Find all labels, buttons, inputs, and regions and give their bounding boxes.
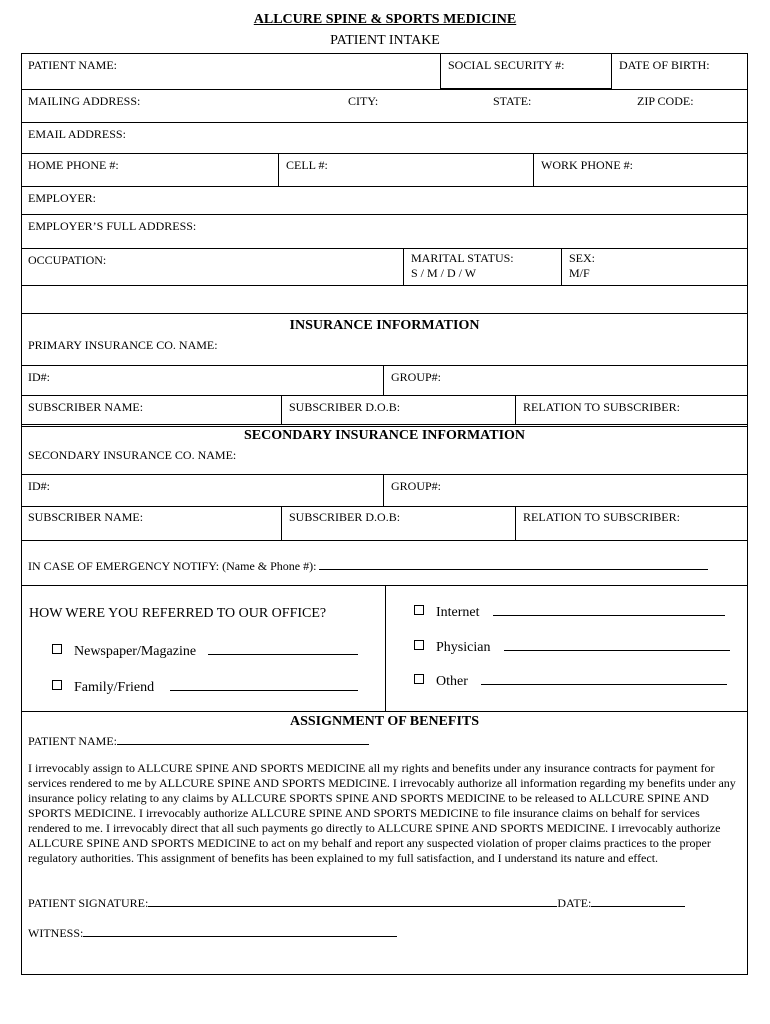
sex-field[interactable] xyxy=(561,249,748,285)
employer-row[interactable] xyxy=(21,187,748,215)
secondary-id-row xyxy=(21,475,748,507)
city-label: CITY: xyxy=(348,94,379,108)
secondary-subscriber-dob-field[interactable] xyxy=(281,507,515,540)
primary-insurance-company-label: PRIMARY INSURANCE CO. NAME: xyxy=(28,338,218,352)
secondary-insurance-company-row[interactable] xyxy=(21,444,748,475)
newspaper-label: Newspaper/Magazine xyxy=(74,644,197,659)
witness-label: WITNESS: xyxy=(28,926,84,940)
marital-status-options: S / M / D / W xyxy=(411,266,477,280)
secondary-subscriber-row xyxy=(21,507,748,541)
physician-line xyxy=(504,638,730,651)
primary-subscriber-name-label: SUBSCRIBER NAME: xyxy=(28,400,144,414)
primary-subscriber-row xyxy=(21,396,748,427)
primary-group-field[interactable] xyxy=(383,366,748,395)
primary-subscriber-name-field[interactable] xyxy=(21,396,281,424)
secondary-subscriber-dob-label: SUBSCRIBER D.O.B: xyxy=(289,510,401,524)
family-label: Family/Friend xyxy=(74,680,155,695)
form-subtitle: PATIENT INTAKE xyxy=(330,33,440,48)
assignment-body: I irrevocably assign to ALLCURE SPINE AND SPORTS MEDICINE all my rights and benefits under any insurance contracts for payment for services rendered to me by ALLCURE SPINE AND SPORTS MEDICINE. I irrevocably authorize all information regarding my benefits under any insurance policy relating to any claims by ALLCURE SPORTS SPINE AND SPORTS MEDICINE to be released to ALLCURE SPINE AND SPORTS MEDICINE. I irrevocably authorize ALLCURE SPINE AND SPORTS MEDICINE to file insurance claims on behalf for services rendered to me. I irrevocably direct that all such payments go directly to ALLCURE SPINE AND SPORTS MEDICINE. I irrevocably authorize ALLCURE SPINE AND SPORTS MEDICINE to act on my behalf and report any suspected violation of proper claims practices to the proper regulatory authorities. This assignment of benefits has been explained to my full satisfaction, and I understand its nature and effect. xyxy=(28,761,736,865)
secondary-id-label: ID#: xyxy=(28,479,50,493)
ssn-label: SOCIAL SECURITY #: xyxy=(448,58,565,72)
emergency-row xyxy=(21,541,748,586)
employer-label: EMPLOYER: xyxy=(28,191,97,205)
assignment-patient-name-field[interactable] xyxy=(28,732,369,749)
checkbox-icon[interactable] xyxy=(414,640,424,650)
secondary-id-field[interactable] xyxy=(21,475,383,506)
physician-label: Physician xyxy=(436,640,491,655)
secondary-group-field[interactable] xyxy=(383,475,748,506)
cell-phone-field[interactable] xyxy=(278,154,533,186)
secondary-group-label: GROUP#: xyxy=(391,479,442,493)
primary-insurance-company-row[interactable] xyxy=(21,334,748,366)
sex-options: M/F xyxy=(569,266,590,280)
mailing-address-label: MAILING ADDRESS: xyxy=(28,94,141,108)
primary-subscriber-dob-field[interactable] xyxy=(281,396,515,424)
primary-id-row xyxy=(21,366,748,396)
assignment-patient-name-label: PATIENT NAME: xyxy=(28,734,118,748)
employer-address-row[interactable] xyxy=(21,215,748,249)
cell-phone-label: CELL #: xyxy=(286,158,328,172)
family-line xyxy=(170,678,358,691)
referral-option-internet[interactable] xyxy=(414,603,725,621)
work-phone-label: WORK PHONE #: xyxy=(541,158,633,172)
secondary-insurance-company-label: SECONDARY INSURANCE CO. NAME: xyxy=(28,448,237,462)
assignment-heading: ASSIGNMENT OF BENEFITS xyxy=(289,714,480,729)
dob-label: DATE OF BIRTH: xyxy=(619,58,710,72)
signature-date-label: DATE: xyxy=(557,896,592,910)
insurance-heading: INSURANCE INFORMATION xyxy=(289,318,480,333)
ssn-field[interactable] xyxy=(440,54,611,89)
occupation-label: OCCUPATION: xyxy=(28,253,107,267)
primary-group-label: GROUP#: xyxy=(391,370,442,384)
patient-signature-label: PATIENT SIGNATURE: xyxy=(28,896,149,910)
signature-date-line xyxy=(591,894,685,907)
referral-question: HOW WERE YOU REFERRED TO OUR OFFICE? xyxy=(29,606,327,621)
referral-divider xyxy=(385,586,386,711)
internet-line xyxy=(493,603,725,616)
emergency-label: IN CASE OF EMERGENCY NOTIFY: (Name & Phone #): xyxy=(28,559,317,573)
email-label: EMAIL ADDRESS: xyxy=(28,127,126,141)
emergency-contact-field[interactable] xyxy=(21,541,748,585)
state-label: STATE: xyxy=(493,94,532,108)
emergency-line xyxy=(319,557,708,570)
marital-status-field[interactable] xyxy=(403,249,561,285)
home-phone-label: HOME PHONE #: xyxy=(28,158,119,172)
sex-label: SEX: xyxy=(569,251,596,265)
patient-signature-field[interactable] xyxy=(28,894,685,911)
employer-address-label: EMPLOYER’S FULL ADDRESS: xyxy=(28,219,197,233)
internet-label: Internet xyxy=(436,605,480,620)
patient-name-row xyxy=(21,54,748,90)
occupation-field[interactable] xyxy=(21,249,403,285)
witness-field[interactable] xyxy=(28,924,397,941)
checkbox-icon[interactable] xyxy=(414,605,424,615)
email-row[interactable] xyxy=(21,123,748,154)
zip-label: ZIP CODE: xyxy=(637,94,694,108)
primary-relation-field[interactable] xyxy=(515,396,748,424)
mailing-address-row[interactable] xyxy=(21,90,748,123)
checkbox-icon[interactable] xyxy=(52,680,62,690)
patient-name-field[interactable] xyxy=(21,54,440,89)
referral-option-family[interactable] xyxy=(52,678,358,696)
secondary-subscriber-name-label: SUBSCRIBER NAME: xyxy=(28,510,144,524)
primary-id-field[interactable] xyxy=(21,366,383,395)
primary-relation-label: RELATION TO SUBSCRIBER: xyxy=(523,400,680,414)
referral-option-physician[interactable] xyxy=(414,638,730,656)
form-title: ALLCURE SPINE & SPORTS MEDICINE xyxy=(253,12,517,27)
primary-id-label: ID#: xyxy=(28,370,50,384)
secondary-relation-field[interactable] xyxy=(515,507,748,540)
referral-option-other[interactable] xyxy=(414,672,727,690)
checkbox-icon[interactable] xyxy=(52,644,62,654)
other-label: Other xyxy=(436,674,468,689)
home-phone-field[interactable] xyxy=(21,154,278,186)
other-line xyxy=(481,672,727,685)
phone-row xyxy=(21,154,748,187)
patient-signature-line xyxy=(148,894,557,907)
work-phone-field[interactable] xyxy=(533,154,748,186)
secondary-relation-label: RELATION TO SUBSCRIBER: xyxy=(523,510,680,524)
secondary-insurance-heading: SECONDARY INSURANCE INFORMATION xyxy=(243,428,526,443)
checkbox-icon[interactable] xyxy=(414,674,424,684)
secondary-subscriber-name-field[interactable] xyxy=(21,507,281,540)
referral-option-newspaper[interactable] xyxy=(52,642,358,660)
newspaper-line xyxy=(208,642,358,655)
marital-status-label: MARITAL STATUS: xyxy=(411,251,514,265)
assignment-patient-name-line xyxy=(117,732,369,745)
primary-subscriber-dob-label: SUBSCRIBER D.O.B: xyxy=(289,400,401,414)
dob-field[interactable] xyxy=(611,54,748,89)
patient-name-label: PATIENT NAME: xyxy=(28,58,118,72)
occupation-row xyxy=(21,249,748,286)
witness-line xyxy=(83,924,397,937)
blank-row xyxy=(21,286,748,314)
